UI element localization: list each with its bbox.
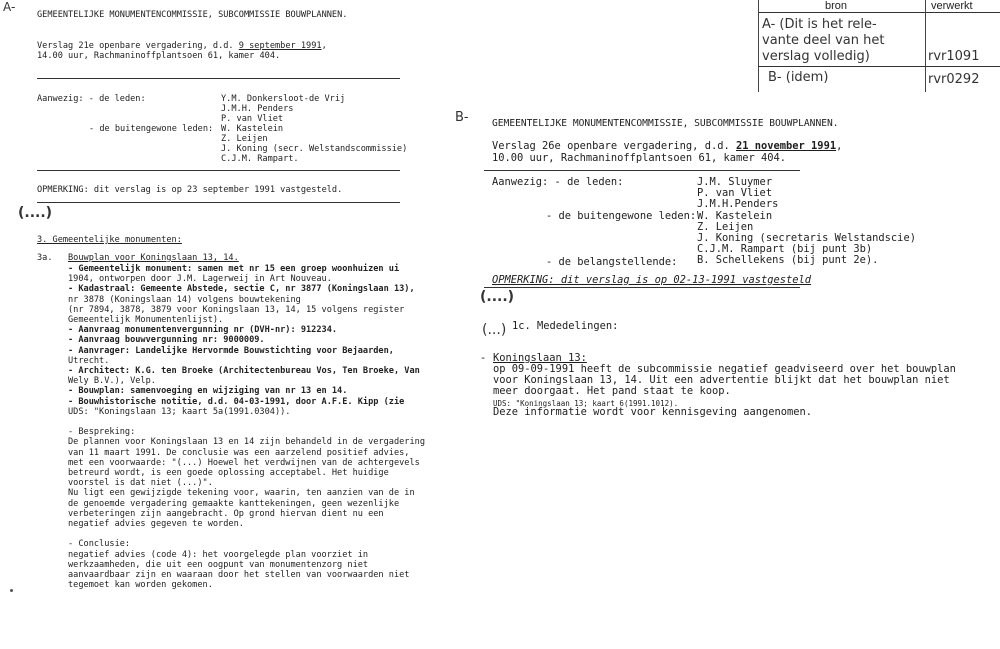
scan-speck	[10, 589, 13, 592]
body-line: - Aanvrager: Landelijke Hervormde Bouwstichting voor Bejaarden,	[68, 345, 394, 356]
body-line: - Conclusie:	[68, 539, 131, 550]
column-header-verwerkt: verwerkt	[931, 0, 973, 12]
table-rule	[758, 12, 1000, 13]
body-line: - Gemeentelijk monument: samen met nr 15 een groep woonhuizen ui	[68, 264, 400, 274]
table-rule	[925, 0, 926, 92]
source-b-label: B- (idem)	[768, 70, 829, 85]
divider	[37, 170, 400, 171]
body-line: (nr 7894, 3878, 3879 voor Koningslaan 13, 14, 15 volgens register	[68, 304, 405, 315]
body-line: meer doorgaat. Het pand staat te koop.	[493, 385, 731, 398]
doc-b-guests-label: - de buitengewone leden:	[546, 210, 697, 222]
doc-a-meeting-prefix: Verslag 21e openbare vergadering, d.d.	[37, 41, 239, 51]
body-line: negatief advies gegeven te worden.	[68, 519, 244, 529]
body-line: van 11 maart 1991. De conclusie was een aarzelend positief advies,	[68, 447, 410, 458]
table-rule	[758, 66, 1000, 67]
doc-b-present-label: Aanwezig: - de leden:	[492, 176, 624, 188]
doc-a-meeting-suffix: ,	[321, 41, 327, 51]
body-line: voorstel is dat niet (...)".	[68, 478, 213, 489]
attendee-name: Z. Leijen	[697, 220, 754, 233]
body-line: - Bouwplan: samenvoeging en wijziging van nr 13 en 14.	[68, 386, 348, 397]
doc-b-meeting-line	[492, 140, 842, 152]
body-line: tegemoet kan worden gekomen.	[68, 580, 213, 591]
doc-a-item-number: 3a.	[37, 253, 53, 263]
doc-b-stakeholders-label: - de belangstellende:	[546, 256, 678, 268]
doc-a-section-heading: 3. Gemeentelijke monumenten:	[37, 235, 182, 245]
doc-b-meeting-prefix: Verslag 26e openbare vergadering, d.d.	[492, 140, 736, 152]
attendee-name: P. van Vliet	[697, 187, 773, 200]
divider	[484, 170, 800, 171]
source-a-label: A- (Dit is het rele-	[762, 17, 877, 32]
body-line: UDS: "Koningslaan 13; kaart 6(1991.1012).	[493, 398, 679, 408]
doc-b-ellipsis-2: (...)	[482, 322, 507, 338]
doc-a-ellipsis: (....)	[18, 205, 53, 221]
doc-a-remark: OPMERKING: dit verslag is op 23 september 1991 vastgesteld.	[37, 185, 343, 195]
body-line: - Bouwhistorische notitie, d.d. 04-03-1991, door A.F.E. Kipp (zie	[68, 396, 405, 407]
attendee-name: C.J.M. Rampart (bij punt 3b)	[697, 243, 873, 256]
body-line: Gemeentelijk Monumentenlijst).	[68, 315, 224, 325]
doc-a-marker: A-	[3, 0, 16, 14]
attendee-name: Z. Leijen	[221, 134, 268, 144]
source-a-reference: rvr1091	[928, 49, 980, 64]
body-line: Wely B.V.), Velp.	[68, 376, 156, 387]
body-line: voor Koningslaan 13, 14. Uit een advertentie blijkt dat het bouwplan niet	[493, 374, 950, 387]
doc-b-marker: B-	[455, 110, 469, 125]
doc-a-guests-label: - de buitengewone leden:	[89, 124, 214, 134]
doc-b-ellipsis: (....)	[480, 289, 515, 305]
attendee-name: J. Koning (secr. Welstandscommissie)	[221, 144, 408, 154]
doc-a-header: GEMEENTELIJKE MONUMENTENCOMMISSIE, SUBCOMMISSIE BOUWPLANNEN.	[37, 10, 348, 20]
attendee-name: J.M.H. Penders	[221, 104, 294, 114]
body-line: verbeteringen zijn aangebracht. Op grond hiervan dient nu een	[68, 508, 384, 519]
doc-b-meeting-suffix: ,	[836, 140, 843, 152]
doc-a-item-title: Bouwplan voor Koningslaan 13, 14.	[68, 253, 239, 263]
body-line: - Aanvraag bouwvergunning nr: 9000009.	[68, 335, 265, 346]
body-line: betreurd wordt, is een goede oplossing acceptabel. Het huidige	[68, 468, 389, 478]
divider	[37, 78, 400, 79]
source-a-label-line2: vante deel van het	[762, 33, 885, 48]
source-a-label-line3: verslag volledig)	[762, 49, 870, 64]
attendee-name: P. van Vliet	[221, 114, 284, 124]
body-line: - Aanvraag monumentenvergunning nr (DVH-nr): 912234.	[68, 325, 338, 336]
doc-a-meeting-date: 9 september 1991	[238, 41, 322, 51]
attendee-name: J. Koning (secretaris Welstandscie)	[697, 232, 916, 244]
attendee-name: B. Schellekens (bij punt 2e).	[697, 254, 879, 267]
doc-b-item-heading: 1c. Mededelingen:	[512, 320, 619, 332]
body-line: werkzaamheden, die uit een oogpunt van monumentenzorg niet	[68, 559, 369, 570]
body-line: - Architect: K.G. ten Broeke (Architectenbureau Vos, Ten Broeke, Van	[68, 366, 420, 376]
doc-b-meeting-line2: 10.00 uur, Rachmaninoffplantsoen 61, kamer 404.	[492, 152, 787, 164]
attendee-name: W. Kastelein	[221, 124, 284, 134]
body-line: 1904, ontworpen door J.M. Lagerweij in Art Nouveau.	[68, 274, 332, 285]
attendee-name: W. Kastelein	[697, 209, 773, 222]
body-line: met een voorwaarde: "(...) Hoewel het verdwijnen van de achtergevels	[68, 457, 420, 468]
source-b-reference: rvr0292	[928, 72, 980, 87]
body-line: de genoemde vergadering gemaakte kanttekeningen, geen wezenlijke	[68, 498, 400, 509]
doc-b-remark: OPMERKING: dit verslag is op 02-13-1991 vastgesteld	[492, 274, 812, 286]
body-line: De plannen voor Koningslaan 13 en 14 zijn behandeld in de vergadering	[68, 437, 425, 448]
attendee-name: J.M. Sluymer	[697, 176, 773, 188]
body-line: negatief advies (code 4): het voorgelegde plan voorziet in	[68, 549, 369, 560]
body-line: - Bespreking:	[68, 427, 136, 438]
body-line: Deze informatie wordt voor kennisgeving aangenomen.	[493, 405, 813, 418]
column-header-bron: bron	[825, 0, 848, 12]
doc-b-sub-title: Koningslaan 13:	[493, 352, 587, 364]
doc-b-sub-bullet: -	[480, 352, 493, 364]
table-rule	[758, 0, 759, 92]
body-line: UDS: "Koningslaan 13; kaart 5a(1991.0304)).	[68, 406, 291, 417]
attendee-name: Y.M. Donkersloot-de Vrij	[221, 94, 346, 104]
divider	[37, 202, 400, 203]
attendee-name: C.J.M. Rampart.	[221, 154, 299, 164]
doc-a-present-label: Aanwezig: - de leden:	[37, 94, 146, 104]
body-line: aanvaardbaar zijn en waaraan door het stellen van voorwaarden niet	[68, 570, 410, 580]
divider	[484, 287, 800, 288]
body-line: nr 3878 (Koningslaan 14) volgens bouwtekening	[68, 294, 301, 305]
doc-a-meeting-line2: 14.00 uur, Rachmaninoffplantsoen 61, kamer 404.	[37, 51, 281, 61]
body-line: Nu ligt een gewijzigde tekening voor, waarin, ten aanzien van de in	[68, 488, 415, 499]
doc-b-meeting-date: 21 november 1991	[735, 140, 837, 152]
body-line: - Kadastraal: Gemeente Abstede, sectie C, nr 3877 (Koningslaan 13),	[68, 284, 415, 295]
body-line: Utrecht.	[68, 355, 110, 366]
body-line: op 09-09-1991 heeft de subcommissie negatief geadviseerd over het bouwplan	[493, 363, 956, 375]
doc-b-header: GEMEENTELIJKE MONUMENTENCOMMISSIE, SUBCOMMISSIE BOUWPLANNEN.	[492, 118, 839, 129]
attendee-name: J.M.H.Penders	[697, 198, 779, 211]
